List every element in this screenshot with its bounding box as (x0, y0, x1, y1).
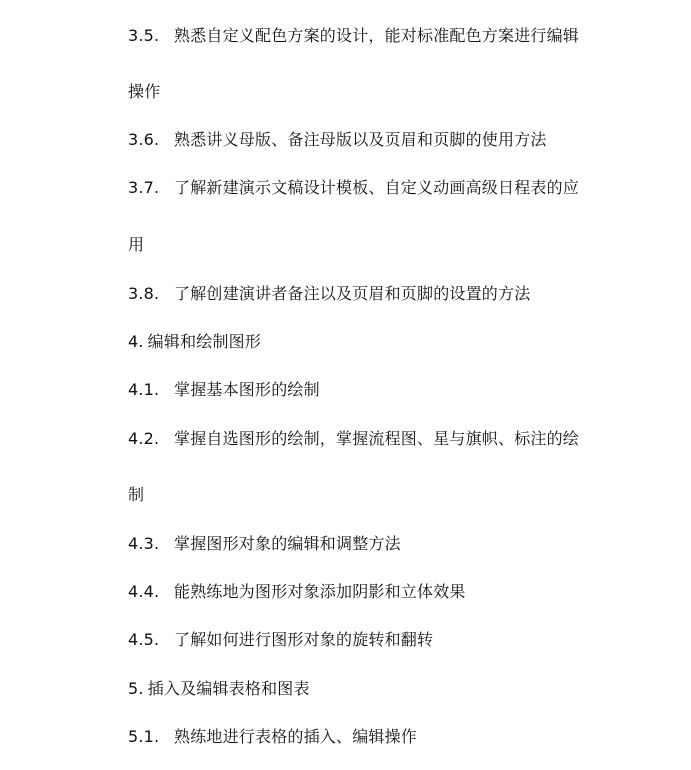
item-text: 制 (128, 485, 145, 504)
section-title: 插入及编辑表格和图表 (147, 679, 310, 698)
section-heading-5 (128, 679, 310, 699)
item-text: 熟悉自定义配色方案的设计，能对标准配色方案进行编辑 (174, 26, 580, 45)
outline-item-4-2 (128, 429, 579, 449)
outline-item-4-4 (128, 582, 466, 602)
outline-item-4-1 (128, 380, 320, 400)
item-number: 4.2. (128, 429, 160, 448)
outline-item-4-3 (128, 534, 401, 554)
item-text: 了解创建演讲者备注以及页眉和页脚的设置的方法 (174, 284, 531, 303)
section-heading-4 (128, 332, 261, 352)
outline-item-continuation (128, 235, 144, 255)
section-title: 编辑和绘制图形 (147, 332, 262, 351)
item-text: 熟悉讲义母版、备注母版以及页眉和页脚的使用方法 (174, 130, 547, 149)
item-text: 熟练地进行表格的插入、编辑操作 (174, 727, 418, 746)
outline-item-5-1 (128, 727, 417, 747)
section-number: 4. (128, 332, 144, 351)
item-number: 5.1. (128, 727, 160, 746)
item-number: 3.6. (128, 130, 160, 149)
item-number: 4.1. (128, 380, 160, 399)
item-text: 用 (128, 235, 145, 254)
outline-item-continuation (128, 485, 144, 505)
item-text: 操作 (128, 82, 161, 101)
item-number: 4.4. (128, 582, 160, 601)
outline-item-4-5 (128, 630, 433, 650)
outline-item-continuation (128, 82, 160, 102)
outline-item-3-6 (128, 130, 547, 150)
item-text: 了解新建演示文稿设计模板、自定义动画高级日程表的应 (174, 178, 580, 197)
item-number: 3.7. (128, 178, 160, 197)
item-number: 4.3. (128, 534, 160, 553)
outline-item-3-5 (128, 26, 579, 46)
item-text: 掌握图形对象的编辑和调整方法 (174, 534, 401, 553)
item-text: 掌握自选图形的绘制，掌握流程图、星与旗帜、标注的绘 (174, 429, 580, 448)
section-number: 5. (128, 679, 144, 698)
item-number: 4.5. (128, 630, 160, 649)
item-number: 3.8. (128, 284, 160, 303)
item-number: 3.5. (128, 26, 160, 45)
item-text: 了解如何进行图形对象的旋转和翻转 (174, 630, 434, 649)
outline-item-3-7 (128, 178, 579, 198)
item-text: 能熟练地为图形对象添加阴影和立体效果 (174, 582, 466, 601)
item-text: 掌握基本图形的绘制 (174, 380, 320, 399)
outline-item-3-8 (128, 284, 530, 304)
